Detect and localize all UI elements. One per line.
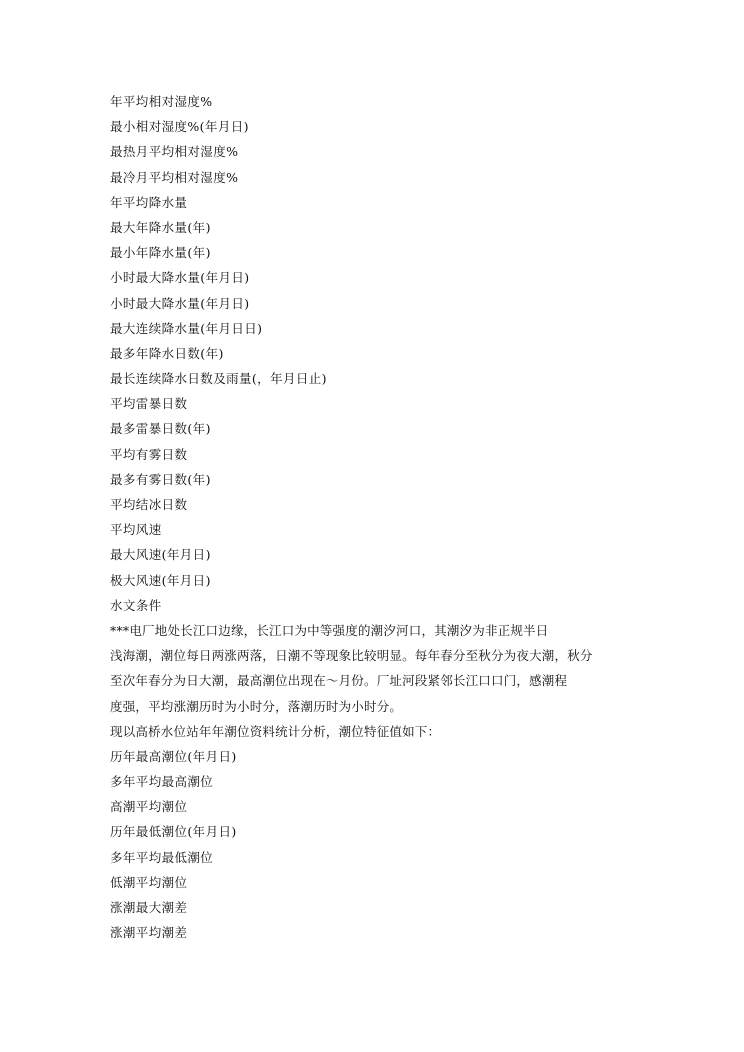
text-line: 年平均相对湿度% (110, 94, 213, 109)
document-body (110, 89, 640, 945)
text-line: 涨潮最大潮差 (110, 900, 188, 915)
text-line: 平均雷暴日数 (110, 396, 188, 412)
text-line: 平均风速 (110, 522, 162, 538)
text-line: 历年最低潮位(年月日) (110, 824, 237, 840)
text-line: 平均结冰日数 (110, 497, 188, 512)
text-line: 最多年降水日数(年) (110, 345, 224, 361)
text-line: 最大年降水量(年) (110, 219, 211, 235)
climate-statistics-list (110, 89, 640, 618)
text-line: 小时最大降水量(年月日) (110, 295, 250, 311)
text-line: 最多有雾日数(年) (110, 471, 211, 487)
text-line: 最冷月平均相对湿度% (110, 169, 239, 185)
paragraph-line: 至次年春分为日大潮，最高潮位出现在～月份。厂址河段紧邻长江口口门，感潮程 (110, 673, 568, 689)
paragraph-line: 度强，平均涨潮历时为小时分，落潮历时为小时分。 (110, 698, 403, 714)
paragraph-line: ***电厂地处长江口边缘，长江口为中等强度的潮汐河口，其潮汐为非正规半日 (110, 622, 549, 638)
tide-statistics-list (110, 744, 640, 946)
text-line: 高潮平均潮位 (110, 799, 188, 815)
section-heading: 水文条件 (110, 597, 162, 613)
text-line: 多年平均最低潮位 (110, 849, 214, 865)
text-line: 平均有雾日数 (110, 446, 188, 462)
text-line: 最小相对湿度%(年月日) (110, 119, 249, 135)
text-line: 涨潮平均潮差 (110, 925, 188, 941)
paragraph-line: 浅海潮，潮位每日两涨两落，日潮不等现象比较明显。每年春分至秋分为夜大潮，秋分 (110, 648, 593, 664)
hydrology-paragraph (110, 618, 640, 744)
text-line: 低潮平均潮位 (110, 874, 188, 890)
text-line: 多年平均最高潮位 (110, 774, 214, 790)
text-line: 历年最高潮位(年月日) (110, 748, 237, 764)
text-line: 最多雷暴日数(年) (110, 421, 211, 437)
text-line: 小时最大降水量(年月日) (110, 270, 250, 286)
text-line: 最大连续降水量(年月日日) (110, 320, 263, 336)
text-line: 年平均降水量 (110, 194, 188, 210)
text-line: 最长连续降水日数及雨量(，年月日止) (110, 371, 327, 387)
text-line: 最小年降水量(年) (110, 245, 211, 261)
text-line: 最热月平均相对湿度% (110, 144, 239, 160)
paragraph-line: 现以高桥水位站年年潮位资料统计分析，潮位特征值如下： (110, 723, 441, 739)
text-line: 极大风速(年月日) (110, 572, 211, 588)
text-line: 最大风速(年月日) (110, 547, 211, 563)
